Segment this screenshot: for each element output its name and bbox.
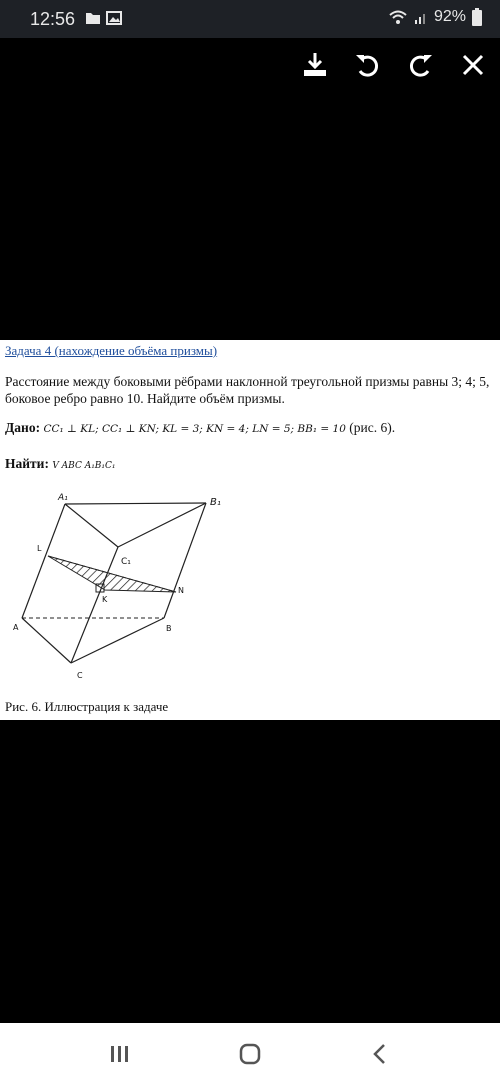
battery-icon — [472, 8, 482, 26]
label-l: L — [37, 544, 42, 553]
recent-apps-icon[interactable] — [100, 1041, 140, 1067]
task-title: Задача 4 (нахождение объёма призмы) — [5, 343, 218, 358]
rotate-left-icon[interactable] — [352, 50, 382, 80]
given-line — [5, 420, 395, 436]
edge-c-b — [71, 618, 164, 663]
figure-caption: Рис. 6. Иллюстрация к задаче — [5, 699, 169, 714]
label-b1: B₁ — [210, 497, 221, 508]
wifi-icon — [388, 9, 408, 25]
label-a1: A₁ — [58, 493, 68, 503]
given-reference: (рис. 6). — [349, 420, 396, 435]
home-icon[interactable] — [230, 1041, 270, 1067]
task-text: Расстояние между боковыми рёбрами наклонной треугольной призмы равны 3; 4; 5, боковое ребро равно 10. Найдите объём призмы. — [5, 374, 490, 406]
given-label: Дано: — [5, 420, 41, 435]
status-right — [388, 8, 482, 26]
rotate-right-icon[interactable] — [406, 50, 436, 80]
find-line — [5, 456, 116, 472]
prism-figure — [0, 488, 500, 688]
status-time: 12:56 — [30, 9, 76, 29]
label-a: A — [13, 623, 19, 632]
battery-level: 92% — [433, 8, 466, 25]
close-icon[interactable] — [458, 50, 488, 80]
status-bar — [0, 0, 500, 38]
find-label: Найти: — [5, 456, 49, 471]
document-image — [0, 340, 500, 720]
image-icon — [106, 10, 122, 26]
folder-icon — [85, 10, 101, 26]
label-k: K — [102, 595, 108, 604]
navigation-bar — [0, 1023, 500, 1083]
edge-a1-b1 — [65, 503, 206, 504]
download-icon[interactable] — [300, 50, 330, 80]
label-n: N — [178, 586, 184, 595]
label-c1: C₁ — [121, 557, 131, 567]
edge-a1-c1 — [65, 504, 118, 547]
label-c: C — [77, 671, 83, 680]
edge-a-c — [22, 618, 71, 663]
find-formula: V ABC A₁B₁C₁ — [52, 461, 116, 471]
signal-icon — [414, 9, 428, 25]
back-icon[interactable] — [360, 1041, 400, 1067]
label-b: B — [166, 624, 172, 633]
given-formula: CC₁ ⊥ KL; CC₁ ⊥ KN; KL = 3; KN = 4; LN = 5; BB₁ = 10 — [43, 423, 346, 435]
